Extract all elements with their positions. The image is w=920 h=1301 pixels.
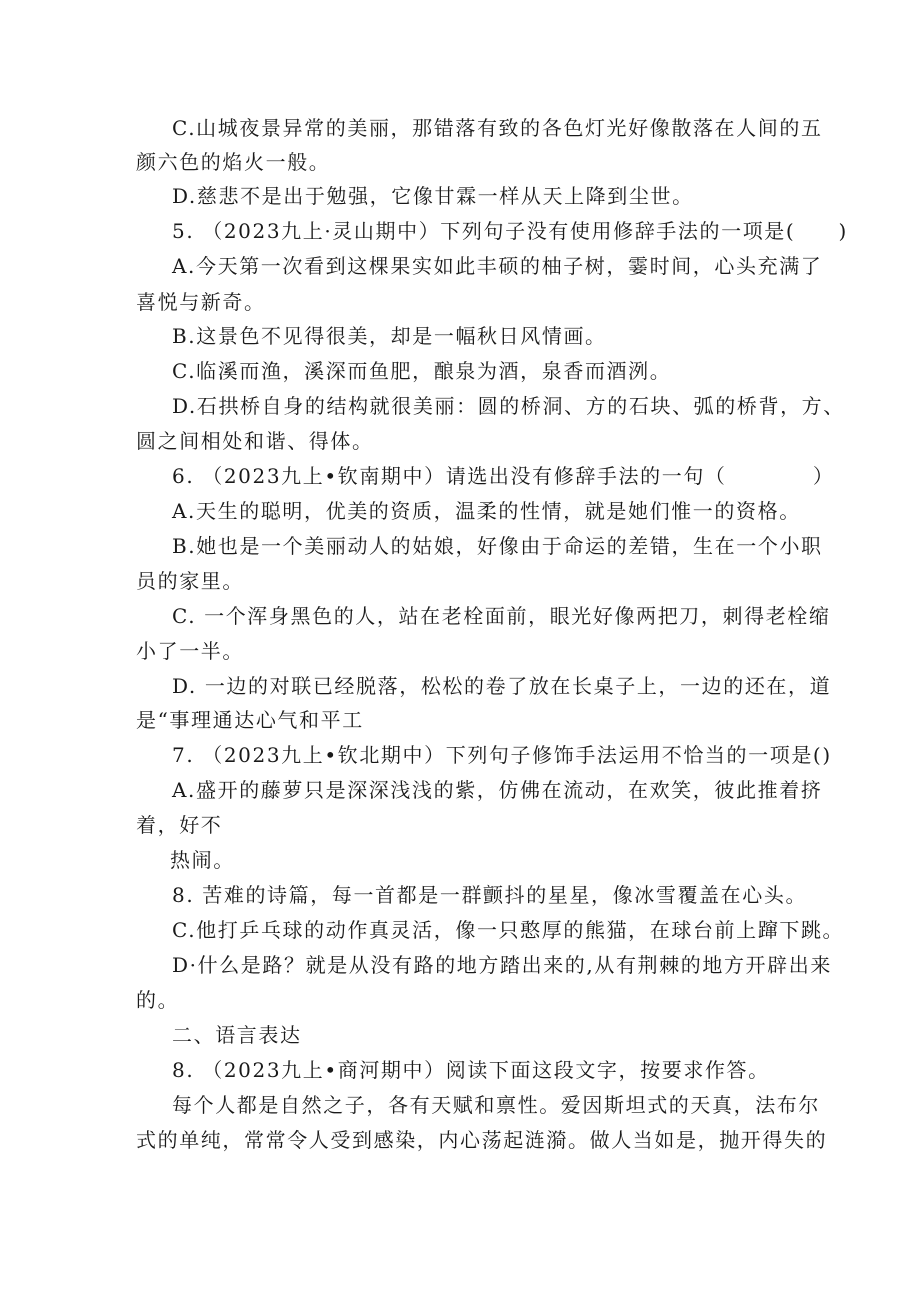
q5-option-d-line2: 圆之间相处和谐、得体。 bbox=[136, 429, 374, 453]
option-c-q4-line2: 颜六色的焰火一般。 bbox=[136, 150, 331, 174]
q6-option-d-line2: 是“事理通达心气和平工 bbox=[136, 708, 364, 732]
q6-option-b-line1: B.她也是一个美丽动人的姑娘，好像由于命运的差错，生在一个小职 bbox=[172, 534, 823, 558]
q7-option-d-line1: D·什么是路？就是从没有路的地方踏出来的,从有荆棘的地方开辟出来 bbox=[172, 953, 832, 977]
q7-option-a-line1: A.盛开的藤萝只是深深浅浅的紫，仿佛在流动，在欢笑，彼此推着挤 bbox=[172, 778, 823, 802]
option-c-q4-line1: C.山城夜景异常的美丽，那错落有致的各色灯光好像散落在人间的五 bbox=[172, 116, 823, 140]
question-5-stem: 5. （2023九上·灵山期中）下列句子没有使用修辞手法的一项是( ) bbox=[172, 219, 848, 243]
question-7-stem: 7. （2023九上•钦北期中）下列句子修饰手法运用不恰当的一项是() bbox=[172, 743, 832, 767]
q6-option-a: A.天生的聪明，优美的资质，温柔的性情，就是她们惟一的资格。 bbox=[172, 499, 801, 523]
q6-option-c-line1: C. 一个浑身黑色的人，站在老栓面前，眼光好像两把刀，刺得老栓缩 bbox=[172, 604, 831, 628]
q6-option-b-line2: 员的家里。 bbox=[136, 569, 244, 593]
question-8-stem: 8. （2023九上•商河期中）阅读下面这段文字，按要求作答。 bbox=[172, 1058, 770, 1082]
q7-item-8: 8. 苦难的诗篇，每一首都是一群颤抖的星星，像冰雪覆盖在心头。 bbox=[172, 883, 808, 907]
q5-option-c: C.临溪而渔，溪深而鱼肥，酿泉为酒，泉香而酒洌。 bbox=[172, 359, 672, 383]
q7-option-c: C.他打乒乓球的动作真灵活，像一只憨厚的熊猫，在球台前上蹿下跳。 bbox=[172, 918, 845, 942]
question-6-stem: 6. （2023九上•钦南期中）请选出没有修辞手法的一句（ ） bbox=[172, 464, 835, 488]
q6-option-d-line1: D. 一边的对联已经脱落，松松的卷了放在长桌子上，一边的还在，道 bbox=[172, 674, 832, 698]
section-heading-language-expression: 二、语言表达 bbox=[172, 1023, 302, 1047]
passage-line2: 式的单纯，常常令人受到感染，内心荡起涟漪。做人当如是，抛开得失的 bbox=[136, 1128, 828, 1152]
q7-option-d-line2: 的。 bbox=[136, 988, 180, 1012]
q5-option-a-line1: A.今天第一次看到这棵果实如此丰硕的柚子树，霎时间，心头充满了 bbox=[172, 254, 823, 278]
option-d-q4: D.慈悲不是出于勉强，它像甘霖一样从天上降到尘世。 bbox=[172, 184, 694, 208]
q6-option-c-line2: 小了一半。 bbox=[136, 639, 244, 663]
q5-option-a-line2: 喜悦与新奇。 bbox=[136, 290, 266, 314]
q5-option-b: B.这景色不见得很美，却是一幅秋日风情画。 bbox=[172, 324, 607, 348]
passage-line1: 每个人都是自然之子，各有天赋和禀性。爱因斯坦式的天真，法布尔 bbox=[172, 1093, 820, 1117]
q5-option-d-line1: D.石拱桥自身的结构就很美丽：圆的桥洞、方的石块、弧的桥背，方、 bbox=[172, 394, 845, 418]
q7-option-a-line3: 热闹。 bbox=[170, 848, 235, 872]
q7-option-a-line2: 着，好不 bbox=[136, 813, 223, 837]
